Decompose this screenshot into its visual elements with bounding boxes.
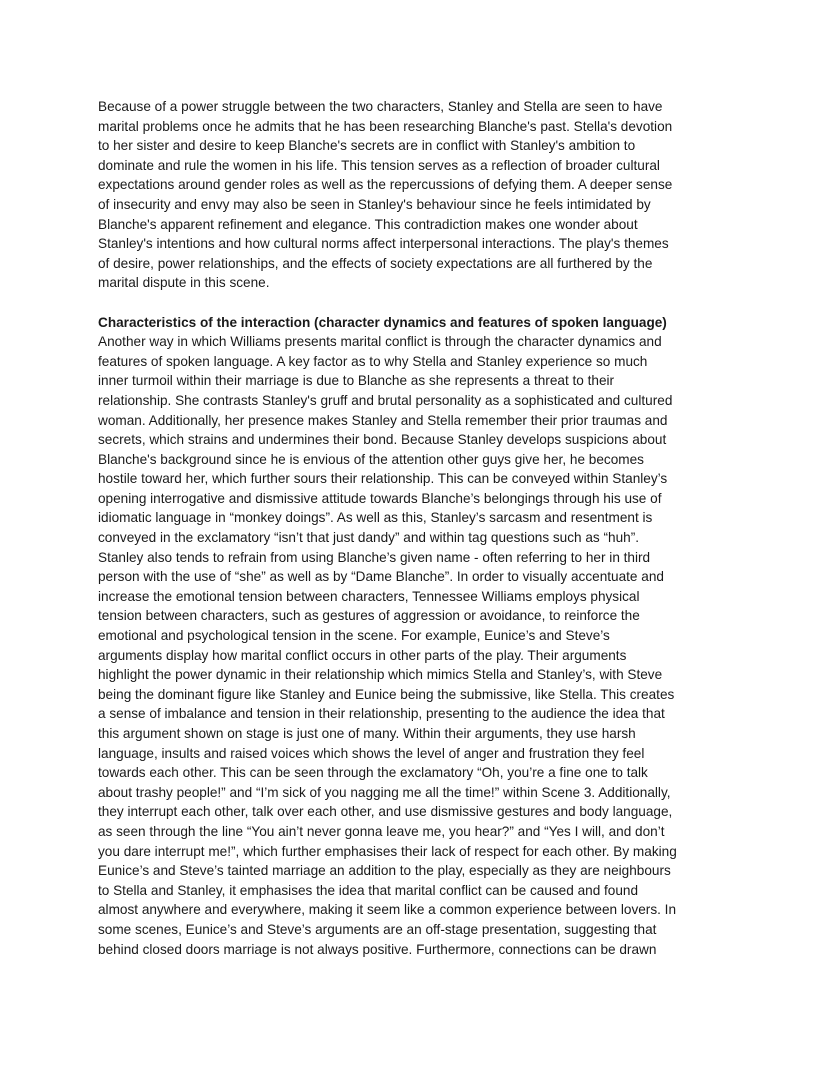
text-line: language, insults and raised voices which shows the level of anger and frustration they feel bbox=[98, 745, 645, 761]
text-line: Another way in which Williams presents marital conflict is through the character dynamics and bbox=[98, 334, 662, 350]
text-line: you dare interrupt me!”, which further emphasises their lack of respect for each other. By making bbox=[98, 843, 677, 859]
text-line: being the dominant figure like Stanley and Eunice being the submissive, like Stella. This creates bbox=[98, 686, 675, 702]
text-line: dominate and rule the women in his life. This tension serves as a reflection of broader cultural bbox=[98, 157, 660, 173]
text-line: secrets, which strains and undermines their bond. Because Stanley develops suspicions about bbox=[98, 432, 667, 448]
text-line: person with the use of “she” as well as by “Dame Blanche”. In order to visually accentuate and bbox=[98, 569, 664, 585]
text-line: relationship. She contrasts Stanley's gruff and brutal personality as a sophisticated and cultured bbox=[98, 392, 673, 408]
text-line: marital problems once he admits that he has been researching Blanche's past. Stella's devotion bbox=[98, 118, 673, 134]
text-line: they interrupt each other, talk over each other, and use dismissive gestures and body language, bbox=[98, 804, 673, 820]
text-line: as seen through the line “You ain’t never gonna leave me, you hear?” and “Yes I will, and don’t bbox=[98, 823, 665, 839]
text-line: idiomatic language in “monkey doings”. As well as this, Stanley’s sarcasm and resentment is bbox=[98, 510, 653, 526]
text-line: this argument shown on stage is just one of many. Within their arguments, they use harsh bbox=[98, 726, 636, 741]
text-line: about trashy people!” and “I’m sick of you nagging me all the time!” within Scene 3. Additionally, bbox=[98, 784, 671, 800]
text-line: highlight the power dynamic in their relationship which mimics Stella and Stanley’s, with Steve bbox=[98, 667, 663, 683]
text-line: marital dispute in this scene. bbox=[98, 275, 270, 291]
text-line: of insecurity and envy may also be seen in Stanley's behaviour since he feels intimidated by bbox=[98, 196, 651, 212]
text-line: Stanley's intentions and how cultural norms affect interpersonal interactions. The play's themes bbox=[98, 236, 669, 252]
text-line: behind closed doors marriage is not always positive. Furthermore, connections can be drawn bbox=[98, 941, 657, 957]
document-body bbox=[98, 97, 738, 959]
text-line: arguments display how marital conflict occurs in other parts of the play. Their arguments bbox=[98, 647, 627, 663]
text-line: Blanche's background since he is envious of the attention other guys give her, he becomes bbox=[98, 451, 644, 467]
text-line: a sense of imbalance and tension in their relationship, presenting to the audience the idea that bbox=[98, 706, 665, 722]
paragraph-spacer bbox=[98, 293, 738, 313]
text-line: to her sister and desire to keep Blanche's secrets are in conflict with Stanley's ambition to bbox=[98, 138, 636, 154]
text-line: towards each other. This can be seen through the exclamatory “Oh, you’re a fine one to talk bbox=[98, 765, 648, 781]
text-line: Because of a power struggle between the two characters, Stanley and Stella are seen to have bbox=[98, 99, 663, 114]
paragraph-2 bbox=[98, 332, 738, 959]
text-line: increase the emotional tension between characters, Tennessee Williams employs physical bbox=[98, 588, 640, 604]
text-line: some scenes, Eunice’s and Steve’s arguments are an off-stage presentation, suggesting that bbox=[98, 921, 657, 937]
text-line: tension between characters, such as gestures of aggression or avoidance, to reinforce the bbox=[98, 608, 640, 624]
text-line: emotional and psychological tension in the scene. For example, Eunice’s and Steve’s bbox=[98, 628, 610, 644]
text-line: Eunice’s and Steve’s tainted marriage an addition to the play, especially as they are neighbours bbox=[98, 863, 671, 879]
text-line: almost anywhere and everywhere, making it seem like a common experience between lovers. In bbox=[98, 902, 677, 918]
text-line: features of spoken language. A key factor as to why Stella and Stanley experience so much bbox=[98, 353, 648, 369]
text-line: expectations around gender roles as well as the repercussions of defying them. A deeper sense bbox=[98, 177, 673, 193]
text-line: opening interrogative and dismissive attitude towards Blanche’s belongings through his use of bbox=[98, 490, 662, 506]
text-line: Stanley also tends to refrain from using Blanche’s given name - often referring to her in third bbox=[98, 549, 651, 565]
text-line: conveyed in the exclamatory “isn’t that just dandy” and within tag questions such as “huh”. bbox=[98, 530, 640, 546]
section-heading: Characteristics of the interaction (character dynamics and features of spoken language) bbox=[98, 314, 667, 330]
paragraph-1 bbox=[98, 97, 738, 293]
text-line: of desire, power relationships, and the effects of society expectations are all furthered by the bbox=[98, 255, 653, 271]
text-line: to Stella and Stanley, it emphasises the idea that marital conflict can be caused and found bbox=[98, 882, 639, 898]
text-line: inner turmoil within their marriage is due to Blanche as she represents a threat to their bbox=[98, 373, 615, 389]
text-line: Blanche's apparent refinement and elegance. This contradiction makes one wonder about bbox=[98, 216, 638, 232]
text-line: woman. Additionally, her presence makes Stanley and Stella remember their prior traumas and bbox=[98, 412, 668, 428]
text-line: hostile toward her, which further sours their relationship. This can be conveyed within Stanley’s bbox=[98, 471, 668, 487]
